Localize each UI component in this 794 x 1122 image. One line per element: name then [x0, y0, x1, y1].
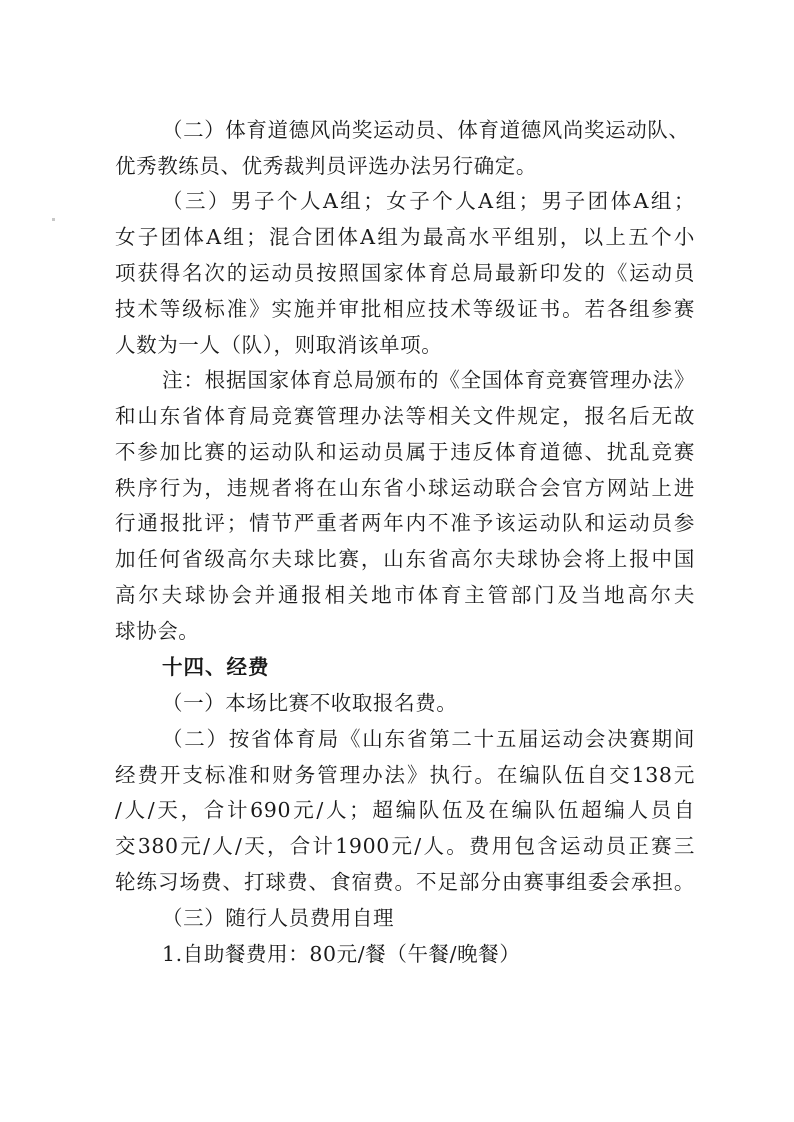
text-line: 经费开支标准和财务管理办法》执行。在编队伍自交138元	[115, 763, 695, 787]
text-line: （三）随行人员费用自理	[162, 906, 395, 930]
text-line: 球协会。	[115, 619, 200, 643]
text-line: 技术等级标准》实施并审批相应技术等级证书。若各组参赛	[115, 297, 695, 321]
text-line: 女子团体A组；混合团体A组为最高水平组别，以上五个小	[115, 225, 695, 249]
text-line: （一）本场比赛不收取报名费。	[162, 691, 458, 715]
text-line: 行通报批评；情节严重者两年内不准予该运动队和运动员参	[115, 511, 695, 535]
text-line: （二）按省体育局《山东省第二十五届运动会决赛期间	[162, 727, 695, 751]
text-line: 项获得名次的运动员按照国家体育总局最新印发的《运动员	[115, 261, 695, 285]
text-line: 人数为一人（队），则取消该单项。	[115, 333, 443, 357]
text-line: 和山东省体育局竞赛管理办法等相关文件规定，报名后无故	[115, 404, 695, 428]
text-line: 轮练习场费、打球费、食宿费。不足部分由赛事组委会承担。	[115, 870, 695, 894]
text-line: 1.自助餐费用：80元/餐（午餐/晚餐）	[162, 942, 521, 966]
text-line: 高尔夫球协会并通报相关地市体育主管部门及当地高尔夫	[115, 583, 695, 607]
section-heading: 十四、经费	[162, 655, 270, 679]
text-line: 加任何省级高尔夫球比赛，山东省高尔夫球协会将上报中国	[115, 547, 695, 571]
scan-speck	[52, 218, 55, 221]
text-line: （二）体育道德风尚奖运动员、体育道德风尚奖运动队、	[162, 118, 690, 142]
text-line: 不参加比赛的运动队和运动员属于违反体育道德、扰乱竞赛	[115, 440, 695, 464]
text-line: 交380元/人/天，合计1900元/人。费用包含运动员正赛三	[115, 834, 695, 858]
text-line: 优秀教练员、优秀裁判员评选办法另行确定。	[115, 154, 537, 178]
text-line: （三）男子个人A组；女子个人A组；男子团体A组；	[162, 189, 695, 213]
text-line: 秩序行为，违规者将在山东省小球运动联合会官方网站上进	[115, 476, 695, 500]
text-line: 注：根据国家体育总局颁布的《全国体育竞赛管理办法》	[162, 368, 695, 392]
text-line: /人/天，合计690元/人；超编队伍及在编队伍超编人员自	[115, 798, 695, 822]
